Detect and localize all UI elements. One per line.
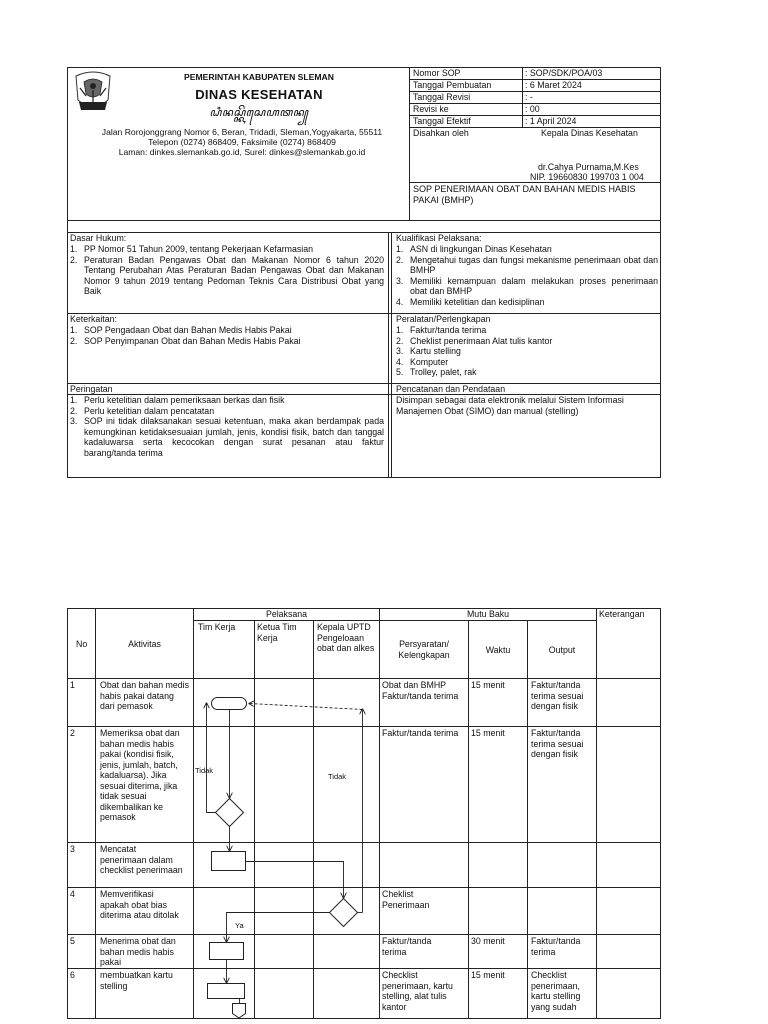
approver-nip: NIP. 19660830 199703 1 004 — [530, 172, 644, 182]
row-aktivitas: membuatkan kartu stelling — [100, 970, 173, 991]
list-item: 2. Cheklist penerimaan Alat tulis kantor — [396, 335, 553, 346]
meta-label: Nomor SOP — [413, 68, 461, 78]
peringatan-list — [70, 395, 384, 458]
meta-value: : 6 Maret 2024 — [525, 80, 582, 90]
row-aktivitas: Obat dan bahan medis habis pakai datang dari pemasok — [100, 680, 190, 711]
list-item: 1. Perlu ketelitian dalam pemeriksaan berkas dan fisik — [70, 395, 285, 405]
approved-label: Disahkan oleh — [413, 128, 469, 138]
col-mutu-baku-header: Mutu Baku — [466, 609, 510, 619]
list-item: 3. Kartu stelling — [396, 346, 461, 356]
dasar-hukum-title: Dasar Hukum: — [70, 233, 127, 243]
javanese-script — [110, 105, 408, 121]
list-item: 3. Memiliki kemampuan dalam melakukan proses penerimaan obat dan BMHP — [396, 275, 658, 296]
keterkaitan-title: Keterkaitan: — [70, 314, 117, 324]
row-no: 1 — [70, 680, 75, 690]
logo-label: SLEMAN — [82, 110, 104, 116]
peralatan-list — [396, 325, 658, 378]
row-no: 4 — [70, 889, 75, 899]
row-waktu: 15 menit — [471, 680, 505, 690]
row-waktu: 15 menit — [471, 970, 505, 980]
list-item: 4. Komputer — [396, 356, 449, 367]
col-tim-kerja-header: Tim Kerja — [198, 622, 236, 632]
row-no: 2 — [70, 728, 75, 738]
list-item: 2. Perlu ketelitian dalam pencatatan — [70, 405, 215, 416]
row-aktivitas: Mencatat penerimaan dalam checklist penerimaan — [100, 844, 183, 875]
phone: Telepon (0274) 868409, Faksimile (0274) 868409 — [148, 137, 336, 147]
kualifikasi-list — [396, 244, 658, 307]
meta-label: Tanggal Revisi — [413, 92, 471, 102]
logo — [72, 70, 114, 122]
flow-process-receive — [210, 943, 244, 960]
flow-decision-verify — [330, 899, 358, 927]
approver-title: Kepala Dinas Kesehatan — [541, 128, 638, 138]
list-item: 2. Mengetahui tugas dan fungsi mekanisme penerimaan obat dan BMHP — [396, 254, 658, 275]
dept-name: DINAS KESEHATAN — [195, 87, 323, 102]
meta-value: : SOP/SDK/POA/03 — [525, 68, 603, 78]
row-persyaratan: Checklist penerimaan, kartu stelling, alat tulis kantor — [382, 970, 453, 1012]
col-ketua-tim-header: Ketua Tim Kerja — [257, 622, 297, 643]
list-item: 2. SOP Penyimpanan Obat dan Bahan Medis Habis Pakai — [70, 335, 301, 346]
row-no: 6 — [70, 970, 75, 980]
list-item: 3. SOP ini tidak dilaksanakan sesuai ketentuan, maka akan berdampak pada kemungkinan ketidaksesuaian jumlah, jenis, kondisi fisik, batch dan tanggal kadaluwarsa serta kecocokan dengan surat pesanan atau faktur barang/tanda terima — [70, 416, 384, 458]
list-item: 5. Trolley, palet, rak — [396, 367, 477, 377]
kualifikasi-title: Kualifikasi Pelaksana: — [396, 233, 482, 243]
row-aktivitas: Memverifikasi apakah obat bias diterima atau ditolak — [100, 889, 179, 920]
row-output: Faktur/tanda terima — [531, 936, 581, 957]
approver-name: dr.Cahya Purnama,M.Kes — [538, 162, 639, 172]
flow-decision-check — [216, 799, 244, 827]
pencatatan-title: Pencatanan dan Pendataan — [396, 384, 506, 394]
row-output: Faktur/tanda terima sesuai dengan fisik — [531, 728, 584, 759]
col-pelaksana-header: Pelaksana — [265, 609, 308, 619]
col-waktu-header: Waktu — [485, 645, 511, 655]
meta-label: Revisi ke — [413, 104, 449, 114]
col-keterangan-header: Keterangan — [599, 609, 645, 619]
flow-label-tidak: Tidak — [328, 772, 347, 781]
col-aktivitas-header: Aktivitas — [128, 639, 161, 649]
flow-process-stelling — [208, 984, 245, 999]
pencatatan-text: Disimpan sebagai data elektronik melalui Sistem Informasi Manajemen Obat (SIMO) dan manual (stelling) — [396, 395, 624, 416]
dasar-hukum-list — [70, 244, 384, 297]
col-persyaratan-header: Persyaratan/ Kelengkapan — [398, 639, 450, 660]
org-name: PEMERINTAH KABUPATEN SLEMAN — [184, 72, 334, 82]
row-no: 5 — [70, 936, 75, 946]
peralatan-title: Peralatan/Perlengkapan — [396, 314, 491, 324]
row-persyaratan: Obat dan BMHP Faktur/tanda terima — [382, 680, 459, 701]
keterkaitan-list — [70, 325, 384, 346]
row-output: Faktur/tanda terima sesuai dengan fisik — [531, 680, 584, 711]
flow-offpage-connector — [233, 1004, 246, 1019]
row-waktu: 15 menit — [471, 728, 505, 738]
list-item: 1. ASN di lingkungan Dinas Kesehatan — [396, 244, 552, 254]
meta-value: : 00 — [525, 104, 540, 114]
row-persyaratan: Faktur/tanda terima — [382, 936, 432, 957]
row-waktu: 30 menit — [471, 936, 505, 946]
flow-process-record — [212, 852, 246, 871]
sop-title: SOP PENERIMAAN OBAT DAN BAHAN MEDIS HABIS PAKAI (BMHP) — [413, 184, 636, 205]
address: Jalan Rorojonggrang Nomor 6, Beran, Tridadi, Sleman,Yogyakarta, 55511 — [101, 127, 383, 137]
peringatan-title: Peringatan — [70, 384, 113, 394]
flow-label-ya: Ya — [235, 921, 244, 930]
website: Laman: dinkes.slemankab.go.id, Surel: dinkes@slemankab.go.id — [118, 147, 366, 157]
flow-label-tidak: Tidak — [195, 766, 214, 775]
list-item: 1. Faktur/tanda terima — [396, 325, 487, 335]
row-aktivitas: Memeriksa obat dan bahan medis habis pakai (kondisi fisik, jenis, jumlah, batch, kadaluarsa). Jika sesuai diterima, jika tidak sesuai dikembalikan ke pemasok — [100, 728, 180, 822]
row-aktivitas: Menerima obat dan bahan medis habis pakai — [100, 936, 176, 967]
col-kepala-header: Kepala UPTD Pengeloaan obat dan alkes — [317, 622, 375, 653]
col-no-header: No — [76, 639, 88, 649]
row-output: Checklist penerimaan, kartu stelling yang sudah — [531, 970, 581, 1012]
meta-value: : 1 April 2024 — [525, 116, 577, 126]
flow-terminator — [212, 698, 247, 710]
meta-label: Tanggal Efektif — [413, 116, 471, 126]
list-item: 2. Peraturan Badan Pengawas Obat dan Makanan Nomor 6 tahun 2020 Tentang Perubahan Atas Peraturan Badan Pengawas Obat dan Makanan Nomor 9 tahun 2019 tentang Pedoman Teknis Cara Distribusi Obat yang Baik — [70, 254, 384, 296]
list-item: 1. SOP Pengadaan Obat dan Bahan Medis Habis Pakai — [70, 325, 292, 335]
col-output-header: Output — [548, 645, 576, 655]
meta-label: Tanggal Pembuatan — [413, 80, 492, 90]
list-item: 1. PP Nomor 51 Tahun 2009, tentang Pekerjaan Kefarmasian — [70, 244, 314, 254]
row-no: 3 — [70, 844, 75, 854]
javanese-text: ꦝꦶꦤꦱ꧀ꦏꦼꦱꦺꦲꦠꦤ꧀ — [209, 106, 309, 119]
row-persyaratan: Faktur/tanda terima — [382, 728, 459, 738]
list-item: 4. Memiliki ketelitian dan kedisiplinan — [396, 296, 545, 307]
meta-value: : - — [525, 92, 533, 102]
row-persyaratan: Cheklist Penerimaan — [382, 889, 430, 910]
